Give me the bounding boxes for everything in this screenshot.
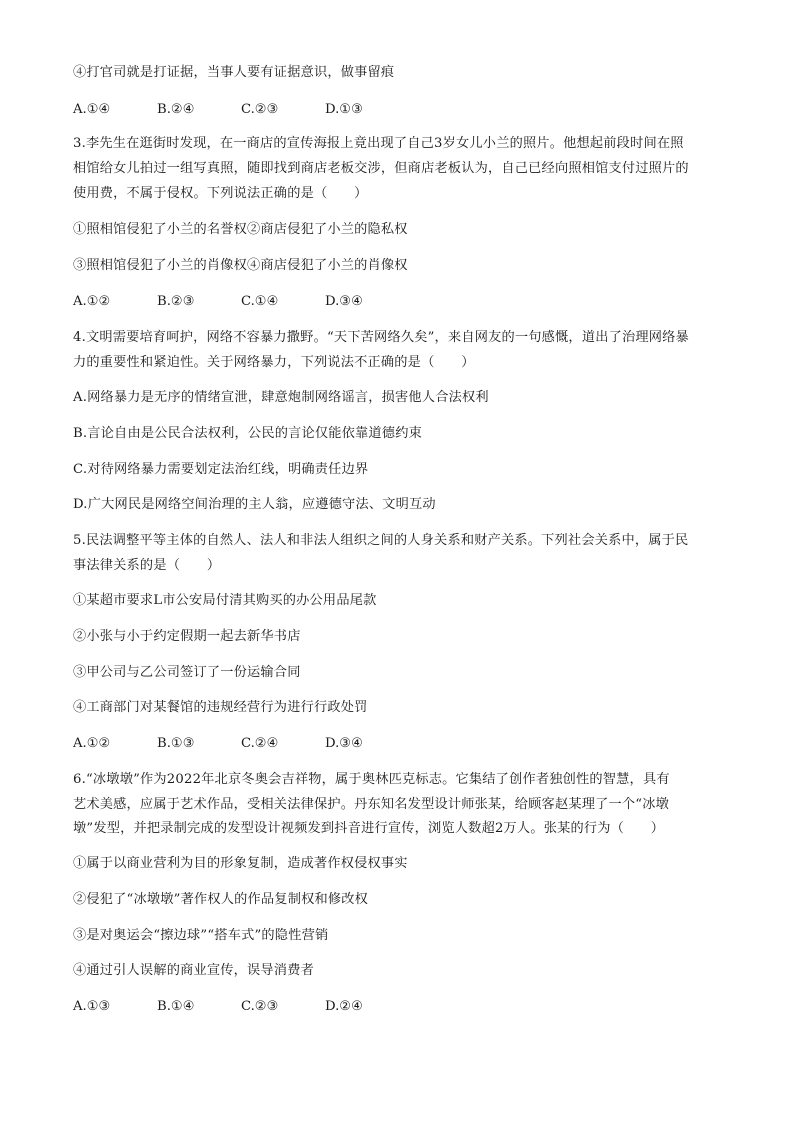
q6-option-c: C.②③ bbox=[241, 999, 279, 1014]
q2-option-a: A.①④ bbox=[73, 102, 111, 117]
q6-stem-line-3: 墩”发型，并把录制完成的发型设计视频发到抖音进行宣传，浏览人数超2万人。张某的行为（ ） bbox=[73, 821, 665, 836]
q2-option-b: B.②④ bbox=[157, 102, 195, 117]
q5-option-d: D.③④ bbox=[325, 736, 363, 751]
q6-item-1: ①属于以商业营利为目的形象复制，造成著作权侵权事实 bbox=[73, 856, 408, 871]
q2-item-4: ④打官司就是打证据，当事人要有证据意识，做事留痕 bbox=[73, 65, 395, 80]
q3-option-c: C.①④ bbox=[241, 294, 279, 309]
q6-option-d: D.②④ bbox=[325, 999, 363, 1014]
q6-item-3: ③是对奥运会“擦边球”“搭车式”的隐性营销 bbox=[73, 928, 329, 943]
q6-stem-line-1: 6.“冰墩墩”作为2022年北京冬奥会吉祥物，属于奥林匹克标志。它集结了创作者独创性的智慧，具有 bbox=[73, 772, 670, 787]
q4-stem-line-2: 力的重要性和紧迫性。关于网络暴力，下列说法不正确的是（ ） bbox=[73, 355, 475, 370]
q3-option-a: A.①② bbox=[73, 294, 111, 309]
q4-option-a: A.网络暴力是无序的情绪宣泄，肆意炮制网络谣言，损害他人合法权利 bbox=[73, 390, 489, 405]
q6-option-a: A.①③ bbox=[73, 999, 111, 1014]
q3-stem-line-1: 3.李先生在逛街时发现，在一商店的宣传海报上竟出现了自己3岁女儿小兰的照片。他想起前段时间在照 bbox=[73, 136, 684, 151]
q3-items-line-1: ①照相馆侵犯了小兰的名誉权②商店侵犯了小兰的隐私权 bbox=[73, 222, 408, 237]
q5-item-2: ②小张与小于约定假期一起去新华书店 bbox=[73, 629, 301, 644]
q3-stem-line-3: 使用费，不属于侵权。下列说法正确的是（ ） bbox=[73, 186, 368, 201]
q3-stem-line-2: 相馆给女儿拍过一组写真照，随即找到商店老板交涉，但商店老板认为，自己已经向照相馆支付过照片的 bbox=[73, 161, 689, 176]
q4-option-d: D.广大网民是网络空间治理的主人翁，应遵德守法、文明互动 bbox=[73, 497, 436, 512]
q5-item-4: ④工商部门对某餐馆的违规经营行为进行行政处罚 bbox=[73, 700, 368, 715]
q3-items-line-2: ③照相馆侵犯了小兰的肖像权④商店侵犯了小兰的肖像权 bbox=[73, 258, 408, 273]
q5-option-a: A.①② bbox=[73, 736, 111, 751]
q4-option-b: B.言论自由是公民合法权利，公民的言论仅能依靠道德约束 bbox=[73, 426, 422, 441]
q5-option-c: C.②④ bbox=[241, 736, 279, 751]
q4-option-c: C.对待网络暴力需要划定法治红线，明确责任边界 bbox=[73, 462, 369, 477]
q6-option-b: B.①④ bbox=[157, 999, 195, 1014]
q5-stem-line-1: 5.民法调整平等主体的自然人、法人和非法人组织之间的人身关系和财产关系。下列社会关系中，属于民 bbox=[73, 533, 689, 548]
q2-option-c: C.②③ bbox=[241, 102, 279, 117]
q5-stem-line-2: 事法律关系的是（ ） bbox=[73, 558, 221, 573]
q6-item-4: ④通过引人误解的商业宣传，误导消费者 bbox=[73, 963, 314, 978]
q5-item-3: ③甲公司与乙公司签订了一份运输合同 bbox=[73, 665, 301, 680]
q6-item-2: ②侵犯了“冰墩墩”著作权人的作品复制权和修改权 bbox=[73, 892, 369, 907]
q2-option-d: D.①③ bbox=[325, 102, 363, 117]
q3-option-b: B.②③ bbox=[157, 294, 195, 309]
q6-stem-line-2: 艺术美感，应属于艺术作品，受相关法律保护。丹东知名发型设计师张某，给顾客赵某理了一个“冰墩 bbox=[73, 797, 669, 812]
q3-options bbox=[73, 293, 363, 311]
q5-option-b: B.①③ bbox=[157, 736, 195, 751]
q3-option-d: D.③④ bbox=[325, 294, 363, 309]
q5-item-1: ①某超市要求L市公安局付清其购买的办公用品尾款 bbox=[73, 593, 377, 608]
q2-options bbox=[73, 101, 363, 119]
q5-options bbox=[73, 735, 363, 753]
q4-stem-line-1: 4.文明需要培育呵护，网络不容暴力撒野。“天下苦网络久矣”，来自网友的一句感慨，道出了治理网络暴 bbox=[73, 330, 689, 345]
q6-options bbox=[73, 998, 363, 1016]
